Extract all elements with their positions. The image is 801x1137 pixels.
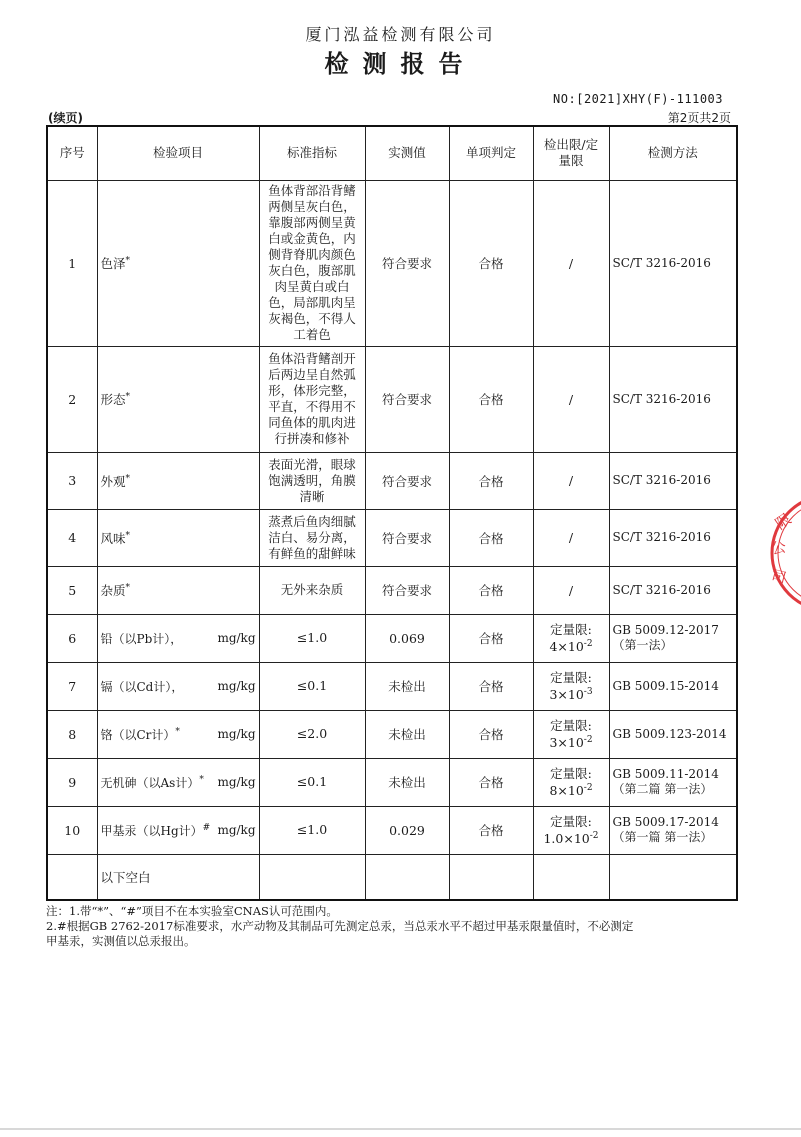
item-unit: mg/kg xyxy=(217,678,256,693)
limit-label: 定量限: xyxy=(550,621,592,637)
continued-label: (续页) xyxy=(48,111,83,125)
standard-cell: 鱼体背部沿背鳍两侧呈灰白色，靠腹部两侧呈黄白或金黄色，内侧背脊肌肉颜色灰白色，腹部肌肉呈黄白或白色，局部肌肉呈灰褐色，不得人工着色 xyxy=(259,180,365,346)
limit-exponent: -2 xyxy=(583,734,593,745)
item-cell xyxy=(97,452,259,509)
item-mark: * xyxy=(199,775,204,785)
limit-cell xyxy=(533,758,609,806)
limit-cell: / xyxy=(533,566,609,614)
limit-exponent: -3 xyxy=(583,686,593,697)
item-name: 无机砷（以As计） xyxy=(100,776,200,790)
item-cell xyxy=(97,346,259,452)
judgment-cell: 合格 xyxy=(449,758,533,806)
measured-cell: 符合要求 xyxy=(365,509,449,566)
standard-cell: 表面光滑，眼球饱满透明，角膜清晰 xyxy=(259,452,365,509)
item-cell xyxy=(97,806,259,854)
judgment-cell: 合格 xyxy=(449,662,533,710)
standard-cell: ≤0.1 xyxy=(259,662,365,710)
method-name: GB 5009.11-2014 xyxy=(612,767,719,781)
limit-cell: / xyxy=(533,346,609,452)
method-detail: （第一篇 第一法） xyxy=(612,830,713,844)
judgment-cell: 合格 xyxy=(449,614,533,662)
limit-cell xyxy=(533,806,609,854)
row-number: 10 xyxy=(47,806,97,854)
empty-cell xyxy=(365,854,449,900)
standard-cell: 无外来杂质 xyxy=(259,566,365,614)
limit-cell xyxy=(533,710,609,758)
measured-cell: 未检出 xyxy=(365,710,449,758)
limit-value: 4×10 xyxy=(549,639,584,655)
limit-cell: / xyxy=(533,509,609,566)
limit-label: 定量限: xyxy=(550,669,592,685)
table-row xyxy=(47,758,737,806)
note-line: 注：1.带“*”、“#”项目不在本实验室CNAS认可范围内。 xyxy=(46,904,338,918)
item-mark: * xyxy=(175,727,180,737)
blank-label: 以下空白 xyxy=(97,854,259,900)
item-cell xyxy=(97,614,259,662)
item-name: 形态 xyxy=(100,392,126,407)
table-header-row xyxy=(47,126,737,180)
measured-cell: 未检出 xyxy=(365,662,449,710)
limit-label: 定量限: xyxy=(550,717,592,733)
item-cell xyxy=(97,758,259,806)
judgment-cell: 合格 xyxy=(449,710,533,758)
report-number: NO:[2021]XHY(F)-111003 xyxy=(553,92,723,106)
measured-cell: 符合要求 xyxy=(365,180,449,346)
item-name: 铬（以Cr计） xyxy=(100,728,176,742)
row-number: 2 xyxy=(47,346,97,452)
limit-label: 定量限: xyxy=(550,765,592,781)
limit-cell: / xyxy=(533,452,609,509)
limit-value: 8×10 xyxy=(549,783,584,799)
header-cell: 标准指标 xyxy=(259,126,365,180)
table-row xyxy=(47,452,737,509)
svg-text:公: 公 xyxy=(769,537,788,558)
method-cell xyxy=(609,180,737,346)
method-detail: （第二篇 第一法） xyxy=(612,782,713,796)
method-cell xyxy=(609,614,737,662)
item-mark: # xyxy=(202,823,211,833)
judgment-cell: 合格 xyxy=(449,180,533,346)
item-unit: mg/kg xyxy=(217,774,256,789)
measured-cell: 符合要求 xyxy=(365,346,449,452)
item-unit: mg/kg xyxy=(217,822,256,837)
page-info: 第2页共2页 xyxy=(667,111,731,125)
item-cell xyxy=(97,180,259,346)
item-name: 风味 xyxy=(100,530,126,546)
row-number: 5 xyxy=(47,566,97,614)
limit-value: 3×10 xyxy=(549,687,584,703)
limit-exponent: -2 xyxy=(583,638,593,649)
item-name: 色泽 xyxy=(100,256,126,271)
measured-cell: 未检出 xyxy=(365,758,449,806)
item-mark: * xyxy=(125,391,131,402)
svg-text:限: 限 xyxy=(771,509,795,534)
header-cell: 序号 xyxy=(47,126,97,180)
limit-cell xyxy=(533,662,609,710)
measured-cell: 符合要求 xyxy=(365,566,449,614)
method-name: GB 5009.123-2014 xyxy=(612,726,727,741)
limit-cell xyxy=(533,614,609,662)
judgment-cell: 合格 xyxy=(449,566,533,614)
judgment-cell: 合格 xyxy=(449,452,533,509)
row-number: 7 xyxy=(47,662,97,710)
item-cell xyxy=(97,566,259,614)
method-name: GB 5009.15-2014 xyxy=(612,678,719,693)
item-name: 外观 xyxy=(100,473,126,489)
empty-cell xyxy=(259,854,365,900)
item-unit: mg/kg xyxy=(217,630,256,645)
notes xyxy=(46,904,746,949)
method-cell xyxy=(609,710,737,758)
report-title: 检测报告 xyxy=(324,49,477,78)
empty-cell xyxy=(609,854,737,900)
row-number: 8 xyxy=(47,710,97,758)
svg-text:司: 司 xyxy=(768,566,789,588)
item-mark: * xyxy=(125,530,131,541)
method-cell xyxy=(609,346,737,452)
standard-cell: 蒸煮后鱼肉细腻洁白、易分离，有鲜鱼的甜鲜味 xyxy=(259,509,365,566)
method-name: SC/T 3216-2016 xyxy=(612,530,711,544)
method-cell xyxy=(609,806,737,854)
company-name: 厦门泓益检测有限公司 xyxy=(305,25,496,44)
measured-cell: 符合要求 xyxy=(365,452,449,509)
measured-cell: 0.069 xyxy=(365,614,449,662)
row-number: 9 xyxy=(47,758,97,806)
blank-row xyxy=(47,854,737,900)
table-row xyxy=(47,806,737,854)
table-row xyxy=(47,509,737,566)
method-name: SC/T 3216-2016 xyxy=(612,391,711,406)
note-line: 甲基汞，实测值以总汞报出。 xyxy=(46,934,196,948)
method-name: SC/T 3216-2016 xyxy=(612,473,711,487)
method-cell xyxy=(609,509,737,566)
standard-cell: 鱼体沿背鳍剖开后两边呈自然弧形，体形完整，平直，不得用不同鱼体的肌肉进行拼凑和修补 xyxy=(259,346,365,452)
item-mark: * xyxy=(125,255,131,266)
empty-cell xyxy=(449,854,533,900)
method-detail: （第一法） xyxy=(612,638,673,652)
header-cell: 检测方法 xyxy=(609,126,737,180)
table-row xyxy=(47,180,737,346)
method-cell xyxy=(609,662,737,710)
judgment-cell: 合格 xyxy=(449,806,533,854)
empty-cell xyxy=(533,854,609,900)
standard-cell: ≤0.1 xyxy=(259,758,365,806)
item-name: 甲基汞（以Hg计） xyxy=(100,824,203,838)
item-cell xyxy=(97,710,259,758)
header-cell: 单项判定 xyxy=(449,126,533,180)
item-unit: mg/kg xyxy=(217,726,256,741)
item-name: 镉（以Cd计）， xyxy=(100,680,184,694)
method-name: GB 5009.12-2017 xyxy=(612,623,719,637)
item-cell xyxy=(97,662,259,710)
limit-label: 定量限: xyxy=(550,813,592,829)
method-name: GB 5009.17-2014 xyxy=(612,815,719,829)
empty-cell xyxy=(47,854,97,900)
limit-value: 3×10 xyxy=(549,735,584,751)
table-row xyxy=(47,566,737,614)
item-cell xyxy=(97,509,259,566)
note-line: 2.#根据GB 2762-2017标准要求，水产动物及其制品可先测定总汞，当总汞水平不超过甲基汞限量值时，不必测定 xyxy=(46,919,634,933)
table-row xyxy=(47,346,737,452)
standard-cell: ≤1.0 xyxy=(259,614,365,662)
item-mark: * xyxy=(125,473,131,484)
limit-cell: / xyxy=(533,180,609,346)
standard-cell: ≤2.0 xyxy=(259,710,365,758)
table-row xyxy=(47,614,737,662)
company-seal xyxy=(760,488,801,618)
method-cell xyxy=(609,566,737,614)
judgment-cell: 合格 xyxy=(449,346,533,452)
method-name: SC/T 3216-2016 xyxy=(612,582,711,597)
method-name: SC/T 3216-2016 xyxy=(612,255,711,270)
method-cell xyxy=(609,758,737,806)
measured-cell: 0.029 xyxy=(365,806,449,854)
limit-value: 1.0×10 xyxy=(543,831,590,847)
item-mark: * xyxy=(125,582,131,593)
limit-exponent: -2 xyxy=(589,830,599,841)
table-row xyxy=(47,662,737,710)
standard-cell: ≤1.0 xyxy=(259,806,365,854)
row-number: 1 xyxy=(47,180,97,346)
header-cell: 检出限/定量限 xyxy=(533,126,609,180)
item-name: 铅（以Pb计）， xyxy=(100,632,183,646)
method-cell xyxy=(609,452,737,509)
judgment-cell: 合格 xyxy=(449,509,533,566)
results-table xyxy=(46,125,738,901)
row-number: 3 xyxy=(47,452,97,509)
page-edge xyxy=(0,1128,801,1130)
table-row xyxy=(47,710,737,758)
header-cell: 检验项目 xyxy=(97,126,259,180)
row-number: 4 xyxy=(47,509,97,566)
limit-exponent: -2 xyxy=(583,782,593,793)
item-name: 杂质 xyxy=(100,583,126,598)
row-number: 6 xyxy=(47,614,97,662)
header-cell: 实测值 xyxy=(365,126,449,180)
